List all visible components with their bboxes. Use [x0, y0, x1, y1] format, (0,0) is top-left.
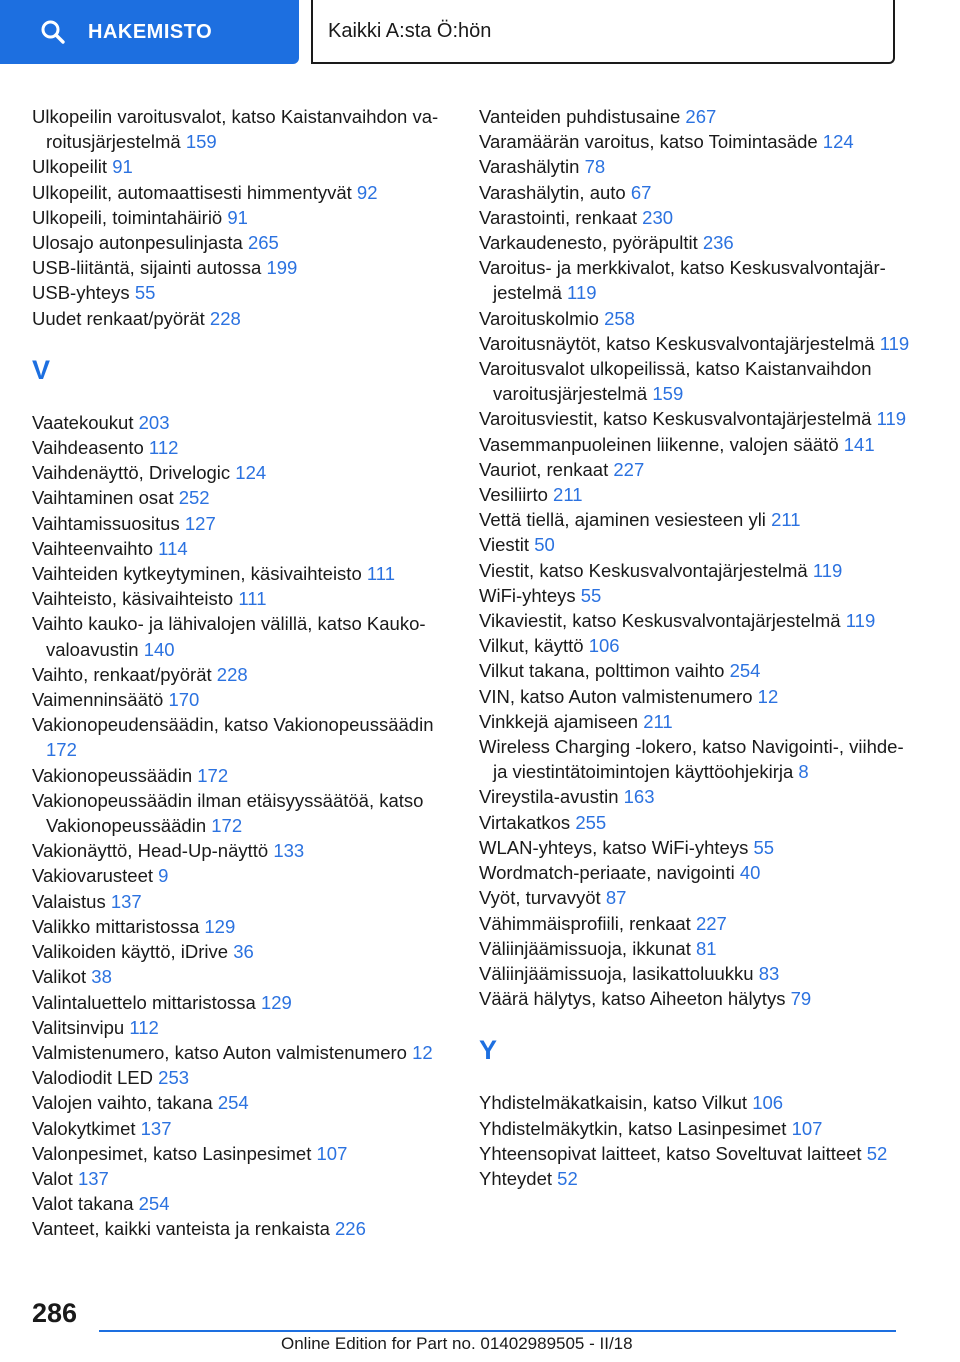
page-link[interactable]: 91 — [227, 206, 248, 228]
index-entry-text: Vaatekoukut — [32, 411, 134, 433]
index-entry-text: Vyöt, turvavyöt — [479, 887, 601, 909]
index-entry — [32, 1166, 452, 1191]
page-link[interactable]: 159 — [652, 383, 684, 405]
page-link[interactable]: 211 — [553, 484, 583, 506]
page-link[interactable]: 106 — [588, 635, 620, 657]
page-link[interactable]: 12 — [412, 1041, 433, 1063]
index-entry — [32, 205, 452, 230]
page-link[interactable]: 67 — [630, 181, 652, 203]
index-entry-text: Vakionopeudensäädin, katso Vakionopeussäädin — [32, 714, 434, 736]
index-entry — [479, 1141, 919, 1166]
index-entry-text: Vettä tiellä, ajaminen vesiesteen yli — [479, 509, 766, 531]
page-link[interactable]: 253 — [158, 1067, 190, 1089]
index-entry-text: Vaihtaminen osat — [32, 487, 174, 509]
index-entry-text: Vakionopeussäädin — [32, 764, 193, 786]
index-entry — [479, 482, 919, 507]
index-entry — [479, 633, 919, 658]
index-column-left — [32, 104, 452, 1242]
index-entry-text: Vesiliirto — [479, 484, 548, 506]
index-entry-text: Ulkopeilit — [32, 156, 108, 178]
index-entry-text: Viestit — [479, 534, 530, 556]
index-entry — [479, 230, 919, 255]
page-link[interactable]: 52 — [866, 1142, 888, 1164]
search-icon — [40, 19, 66, 45]
page-link[interactable]: 203 — [138, 411, 170, 433]
index-entry-text: Valaistus — [32, 890, 106, 912]
index-entry-text: Valmistenumero, katso Auton valmistenumero — [32, 1041, 407, 1063]
index-entry-text: Vaihteisto, käsivaihteisto — [32, 588, 234, 610]
header-bar — [0, 0, 960, 66]
page-link[interactable]: 119 — [812, 559, 843, 581]
page-link[interactable]: 199 — [266, 257, 298, 279]
index-entry — [32, 662, 452, 687]
page-link[interactable]: 8 — [798, 761, 809, 783]
index-entry — [479, 709, 919, 734]
page-link[interactable]: 12 — [757, 685, 779, 707]
page-link[interactable]: 81 — [695, 937, 717, 959]
index-entry-text: WLAN-yhteys, katso WiFi-yhteys — [479, 836, 749, 858]
page-link[interactable]: 172 — [46, 739, 77, 761]
index-entry — [479, 104, 919, 129]
index-entry — [479, 684, 919, 709]
page-link[interactable]: 137 — [140, 1117, 172, 1139]
page-link[interactable]: 119 — [567, 282, 597, 304]
index-entry — [32, 1191, 452, 1216]
index-entry-text: Yhteensopivat laitteet, katso Soveltuvat laitteet — [479, 1142, 862, 1164]
index-entry-text: Väärä hälytys, katso Aiheeton hälytys — [479, 988, 786, 1010]
index-entry-text: Varashälytin — [479, 156, 580, 178]
index-entry-text: Vasemmanpuoleinen liikenne, valojen säätö — [479, 433, 839, 455]
page-link[interactable]: 133 — [273, 840, 305, 862]
index-entry — [479, 406, 919, 431]
index-entry — [479, 936, 919, 961]
page-link[interactable]: 107 — [316, 1142, 348, 1164]
index-entry — [479, 784, 919, 809]
index-entry — [32, 460, 452, 485]
page-link[interactable]: 255 — [575, 811, 607, 833]
index-entry-text: Valokytkimet — [32, 1117, 136, 1139]
index-entry — [32, 1040, 452, 1065]
page-link[interactable]: 227 — [613, 458, 645, 480]
index-entry — [32, 511, 452, 536]
page-link[interactable]: 9 — [158, 865, 169, 887]
index-entry — [32, 104, 452, 154]
index-entry — [32, 1090, 452, 1115]
index-entry-text: Vinkkejä ajamiseen — [479, 710, 639, 732]
index-entry-text: Vaihto kauko- ja lähivalojen välillä, katso Kaukovaloavustin — [32, 613, 426, 660]
index-entry-text: Vaihteenvaihto — [32, 537, 154, 559]
index-entry-text: Väliinjäämissuoja, ikkunat — [479, 937, 691, 959]
index-entry — [479, 205, 919, 230]
index-entry — [479, 558, 919, 583]
index-entry — [479, 532, 919, 557]
index-entry — [32, 255, 452, 280]
index-entry — [32, 485, 452, 510]
index-entry — [32, 154, 452, 179]
page-link[interactable]: 211 — [643, 710, 673, 732]
index-entry-text: Yhteydet — [479, 1167, 553, 1189]
page-link[interactable]: 107 — [791, 1117, 823, 1139]
index-entry — [32, 1216, 452, 1241]
index-entry — [479, 306, 919, 331]
footer-divider — [99, 1330, 896, 1332]
index-entry-text: Ulkopeili, toimintahäiriö — [32, 206, 223, 228]
index-entry-text: Vaimenninsäätö — [32, 689, 164, 711]
index-entry — [32, 561, 452, 586]
page-link[interactable]: 226 — [335, 1218, 366, 1240]
page-link[interactable]: 141 — [843, 433, 875, 455]
index-entry — [32, 863, 452, 888]
index-entry — [32, 435, 452, 460]
index-entry — [32, 990, 452, 1015]
index-entry — [479, 356, 919, 406]
index-entry-text: Virtakatkos — [479, 811, 571, 833]
page-link[interactable]: 137 — [110, 890, 142, 912]
page-link[interactable]: 127 — [184, 512, 216, 534]
page-link[interactable]: 83 — [758, 962, 780, 984]
index-entry-text: Valikko mittaristossa — [32, 915, 200, 937]
index-entry-text: Valikot — [32, 966, 87, 988]
page-link[interactable]: 252 — [178, 487, 210, 509]
index-search-label: HAKEMISTO — [88, 20, 213, 43]
index-entry — [479, 507, 919, 532]
page-link[interactable]: 265 — [247, 232, 279, 254]
page-link[interactable]: 159 — [185, 131, 217, 153]
index-column-right — [479, 104, 919, 1191]
index-entry-text: USB-liitäntä, sijainti autossa — [32, 257, 262, 279]
page-link[interactable]: 124 — [822, 131, 854, 153]
index-entry-text: Vaihdenäyttö, Drivelogic — [32, 462, 231, 484]
index-entry-text: Uudet renkaat/pyörät — [32, 307, 205, 329]
page-link[interactable]: 87 — [605, 887, 627, 909]
index-entry — [479, 255, 919, 305]
page-link[interactable]: 52 — [557, 1167, 578, 1189]
page-link[interactable]: 254 — [217, 1092, 249, 1114]
index-entry-text: Varoituskolmio — [479, 307, 599, 329]
page-link[interactable]: 140 — [143, 638, 175, 660]
index-entry-text: Vauriot, renkaat — [479, 458, 609, 480]
index-entry-text: Wordmatch-periaate, navigointi — [479, 862, 735, 884]
page-link[interactable]: 106 — [752, 1092, 784, 1114]
index-entry-text: Vaihto, renkaat/pyörät — [32, 663, 212, 685]
index-entry-text: Vakionäyttö, Head-Up-näyttö — [32, 840, 269, 862]
page-link[interactable]: 91 — [112, 156, 133, 178]
page-link[interactable]: 129 — [204, 915, 236, 937]
index-entry-text: Varastointi, renkaat — [479, 206, 638, 228]
index-entry-text: VIN, katso Auton valmistenumero — [479, 685, 753, 707]
index-entry-text: Vaihteiden kytkeytyminen, käsivaihteisto — [32, 563, 362, 585]
page-link[interactable]: 55 — [580, 584, 602, 606]
index-entry — [479, 331, 919, 356]
index-entry-text: Varoitusnäytöt, katso Keskusvalvontajärjestelmä — [479, 332, 875, 354]
index-entry — [32, 1065, 452, 1090]
section-title: Kaikki A:sta Ö:hön — [311, 0, 895, 64]
index-entry-text: Yhdistelmäkatkaisin, katso Vilkut — [479, 1092, 748, 1114]
index-entry — [479, 911, 919, 936]
page-link[interactable]: 114 — [158, 537, 188, 559]
page-link[interactable]: 40 — [739, 862, 761, 884]
page-link[interactable]: 129 — [260, 991, 292, 1013]
index-entry — [479, 180, 919, 205]
page-link[interactable]: 92 — [356, 181, 378, 203]
page-link[interactable]: 228 — [216, 663, 248, 685]
index-entry — [32, 180, 452, 205]
index-entry-text: Vaihdeasento — [32, 437, 144, 459]
index-entry — [479, 129, 919, 154]
page-link[interactable]: 119 — [876, 408, 907, 430]
index-entry-text: Vaihtamissuositus — [32, 512, 180, 534]
page-link[interactable]: 50 — [534, 534, 555, 556]
index-entry-text: Varashälytin, auto — [479, 181, 626, 203]
index-letter-heading: Y — [479, 1035, 498, 1066]
index-entry — [479, 154, 919, 179]
index-entry — [32, 763, 452, 788]
page-link[interactable]: 227 — [695, 912, 727, 934]
index-entry-text: USB-yhteys — [32, 282, 130, 304]
index-entry — [479, 961, 919, 986]
page-link[interactable]: 119 — [845, 610, 876, 632]
index-entry-text: Ulosajo autonpesulinjasta — [32, 232, 243, 254]
page-link[interactable]: 228 — [209, 307, 241, 329]
index-entry — [479, 1166, 919, 1191]
page-link[interactable]: 258 — [604, 307, 635, 329]
index-entry-text: Vähimmäisprofiili, renkaat — [479, 912, 691, 934]
page-link[interactable]: 79 — [790, 988, 812, 1010]
page-link[interactable]: 254 — [138, 1193, 170, 1215]
index-entry — [32, 712, 452, 762]
index-entry-text: Varkaudenesto, pyöräpultit — [479, 232, 698, 254]
index-entry-text: Valot takana — [32, 1193, 134, 1215]
index-entry — [32, 280, 452, 305]
page-link[interactable]: 55 — [134, 282, 156, 304]
page-link[interactable]: 172 — [211, 815, 243, 837]
index-entry — [32, 687, 452, 712]
index-entry — [479, 583, 919, 608]
index-entry-text: Vakionopeussäädin ilman etäisyyssäätöä, katso Vakionopeussäädin — [32, 789, 424, 837]
page-link[interactable]: 170 — [168, 689, 200, 711]
edition-note: Online Edition for Part no. 01402989505 - II/18 — [281, 1334, 633, 1353]
page-link[interactable]: 55 — [753, 836, 775, 858]
page-link[interactable]: 236 — [702, 232, 734, 254]
index-entry-text: Vilkut, käyttö — [479, 635, 584, 657]
page-number: 286 — [32, 1298, 78, 1328]
index-entry — [479, 457, 919, 482]
page-link[interactable]: 119 — [879, 332, 910, 354]
index-entry — [32, 586, 452, 611]
index-entry-text: Ulkopeilit, automaattisesti himmentyvät — [32, 181, 352, 203]
page-link[interactable]: 163 — [623, 786, 655, 808]
index-entry-text: Valodiodit LED — [32, 1067, 154, 1089]
index-entry-text: Vireystila-avustin — [479, 786, 619, 808]
index-entry-text: Vakiovarusteet — [32, 865, 153, 887]
index-entry — [32, 410, 452, 435]
index-entry-text: Vanteet, kaikki vanteista ja renkaista — [32, 1218, 330, 1240]
index-entry-text: Valintaluettelo mittaristossa — [32, 991, 256, 1013]
index-entry — [32, 939, 452, 964]
index-entry — [479, 1116, 919, 1141]
index-entry — [32, 306, 452, 331]
page-link[interactable]: 211 — [771, 509, 801, 531]
page-link[interactable]: 137 — [77, 1167, 109, 1189]
index-entry — [32, 536, 452, 561]
index-entry-text: Ulkopeilin varoitusvalot, katso Kaistanvaihdon varoitusjärjestelmä — [32, 106, 439, 153]
index-entry-text: Valitsinvipu — [32, 1016, 125, 1038]
page-link[interactable]: 111 — [366, 563, 396, 585]
index-entry-text: Vanteiden puhdistusaine — [479, 106, 681, 127]
index-entry — [32, 611, 452, 661]
index-letter-heading: V — [32, 354, 51, 385]
index-entry — [32, 230, 452, 255]
index-entry-text: Valikoiden käyttö, iDrive — [32, 941, 229, 963]
index-entry — [479, 885, 919, 910]
page-link[interactable]: 230 — [642, 206, 674, 228]
index-entry-text: Valojen vaihto, takana — [32, 1092, 213, 1114]
index-search-button[interactable] — [0, 0, 299, 64]
page-link[interactable]: 112 — [148, 437, 179, 459]
index-entry-text: Valonpesimet, katso Lasinpesimet — [32, 1142, 312, 1164]
page-link[interactable]: 112 — [129, 1016, 159, 1038]
index-entry-text: Varoitusvalot ulkopeilissä, katso Kaistanvaihdon varoitusjärjestelmä — [479, 358, 872, 405]
index-entry-text: Varamäärän varoitus, katso Toimintasäde — [479, 131, 818, 153]
index-entry — [479, 986, 919, 1011]
index-entry — [32, 914, 452, 939]
page-link[interactable]: 124 — [235, 462, 267, 484]
page-link[interactable]: 111 — [238, 588, 267, 610]
page-link[interactable]: 254 — [729, 660, 761, 682]
page-link[interactable]: 267 — [685, 106, 717, 127]
index-entry — [32, 838, 452, 863]
page-link[interactable]: 78 — [584, 156, 606, 178]
index-entry-text: Wireless Charging -lokero, katso Navigointi-, viihde- ja viestintätoimintojen käyttöohjekirja — [479, 736, 904, 783]
page-link[interactable]: 36 — [233, 941, 254, 963]
index-entry-text: Väliinjäämissuoja, lasikattoluukku — [479, 962, 754, 984]
index-entry — [32, 1141, 452, 1166]
index-entry — [479, 734, 919, 784]
index-entry — [32, 889, 452, 914]
index-entry-text: Vikaviestit, katso Keskusvalvontajärjestelmä — [479, 610, 841, 632]
index-entry-text: Valot — [32, 1167, 73, 1189]
index-entry — [32, 788, 452, 838]
page-link[interactable]: 172 — [197, 764, 229, 786]
index-entry-text: Viestit, katso Keskusvalvontajärjestelmä — [479, 559, 808, 581]
index-entry-text: Yhdistelmäkytkin, katso Lasinpesimet — [479, 1117, 787, 1139]
index-entry — [479, 1090, 919, 1115]
index-entry — [479, 860, 919, 885]
index-entry — [479, 835, 919, 860]
index-entry-text: Varoitus- ja merkkivalot, katso Keskusvalvontajärjestelmä — [479, 257, 886, 304]
index-entry-text: Vilkut takana, polttimon vaihto — [479, 660, 725, 682]
page-link[interactable]: 38 — [91, 966, 112, 988]
index-entry-text: Varoitusviestit, katso Keskusvalvontajärjestelmä — [479, 408, 872, 430]
index-entry — [32, 964, 452, 989]
index-entry — [32, 1015, 452, 1040]
index-entry-text: WiFi-yhteys — [479, 584, 576, 606]
index-entry — [479, 608, 919, 633]
index-entry — [479, 810, 919, 835]
index-entry — [32, 1116, 452, 1141]
index-entry — [479, 432, 919, 457]
index-entry — [479, 658, 919, 683]
